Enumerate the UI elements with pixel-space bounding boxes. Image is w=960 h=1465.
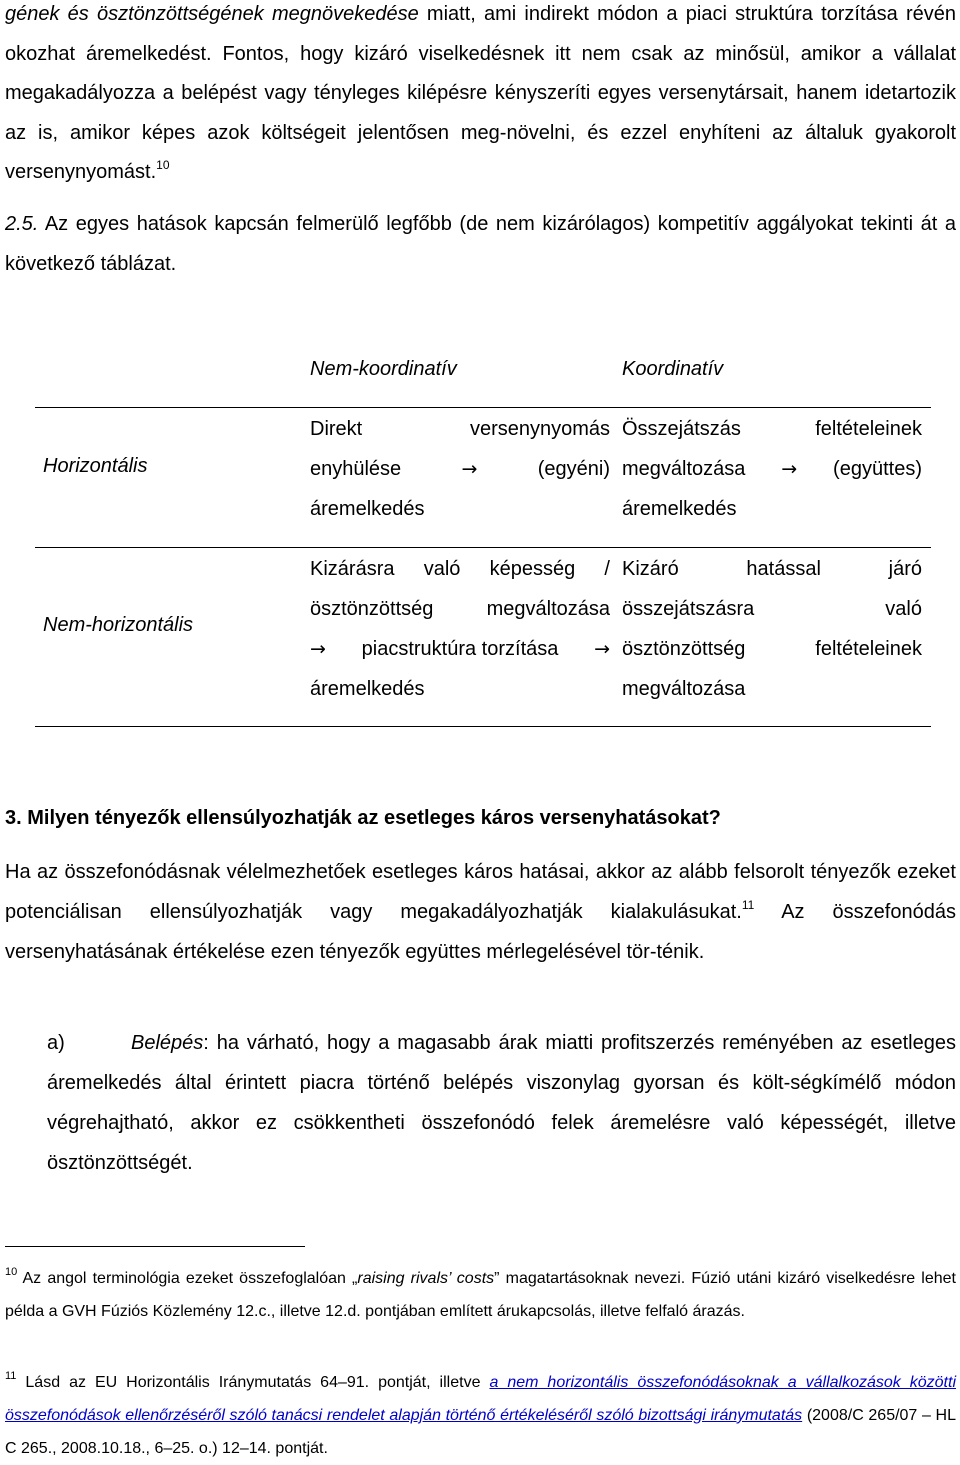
intro-italic: gének és ösztönzöttségének megnövekedése: [5, 3, 419, 25]
arrow-icon: →: [781, 458, 798, 480]
col-header-coordinated: Koordinatív: [622, 358, 724, 380]
cell-word: (egyéni): [537, 458, 610, 480]
arrow-icon: →: [461, 458, 478, 480]
section-3-text: Ha az összefonódásnak vélelmezhetőek esetleges káros hatásai, akkor az alább felsorolt tényezők ezeket potenciálisan ellensúlyozhatják vagy megakadályozhatják kialakulásukat.: [5, 861, 956, 923]
arrow-icon: →: [310, 638, 326, 660]
cell-line: összejátszásra való: [622, 598, 922, 620]
cell-line: [310, 449, 610, 489]
section-3-text2: Az összefonódás versenyhatásának értékelése ezen tényezők együttes mérlegelésével tör-ténik.: [5, 901, 956, 963]
list-item-text: : ha várható, hogy a magasabb árak miatti profitszerzés reményében az esetleges áremelkedés által érintett piacra történő belépés viszonylag gyorsan és költ-ségkímélő módon végrehajtható, akkor ez csökkentheti összefonódó felek áremelésre való képességét, illetve ösztönzöttségét.: [47, 1032, 956, 1174]
cell-line: ösztönzöttség megváltozása: [310, 598, 610, 620]
cell-word: enyhülése: [310, 458, 402, 480]
footnote-number: 10: [5, 1266, 18, 1278]
footnote-10: [5, 1262, 956, 1328]
cell-line: Összejátszás feltételeinek: [622, 418, 922, 440]
guideline-link[interactable]: a nem horizontális összefonódásoknak a vállalkozások közötti összefonódások ellenőrzéséről szóló tanácsi rendelet alapján történő értékeléséről szóló bizottsági iránymutatás: [5, 1374, 956, 1424]
cell-line: áremelkedés: [622, 498, 737, 520]
footnote-text: Lásd az EU Horizontális Iránymutatás 64–91. pontját, illetve: [16, 1374, 490, 1391]
section-3-heading: 3. Milyen tényezők ellensúlyozhatják az esetleges káros versenyhatásokat?: [5, 807, 721, 829]
cell-line: [310, 629, 610, 669]
cell-line: Kizárásra való képesség /: [310, 558, 610, 580]
cell-h-noncoord: [310, 409, 610, 529]
section-number: 2.5.: [5, 213, 39, 235]
cell-nh-coord: [622, 549, 922, 709]
cell-line: áremelkedés: [310, 498, 425, 520]
intro-paragraph: [5, 0, 956, 193]
cell-line: Kizáró hatással járó: [622, 558, 922, 580]
row-label-horizontal: Horizontális: [43, 455, 148, 477]
cell-nh-noncoord: [310, 549, 610, 709]
footnote-ref-10[interactable]: 10: [156, 158, 170, 172]
effects-table: [35, 345, 931, 730]
list-item-label: a): [47, 1032, 65, 1054]
cell-h-coord: [622, 409, 922, 529]
list-item-a: [47, 1023, 956, 1183]
arrow-icon: →: [594, 638, 610, 660]
intro-text: miatt, ami indirekt módon a piaci struktúra torzítása révén okozhat áremelkedést. Fontos, hogy kizáró viselkedésnek itt nem csak az minősül, amikor a vállalat megakadályozza a belépést vagy tényleges kilépésre kényszeríti egyes versenytársait, hanem idetartozik az is, amikor képes azok költségeit jelentősen meg-növelni, és ezzel enyhíteni az általuk gyakorolt versenynyomást.: [5, 3, 956, 183]
row-label-nonhorizontal: Nem-horizontális: [43, 614, 194, 636]
footnote-ref-11[interactable]: 11: [741, 898, 755, 912]
footnote-separator: [5, 1246, 305, 1247]
footnote-italic: raising rivals’ costs: [357, 1270, 495, 1287]
cell-line: megváltozása: [622, 678, 746, 700]
cell-line: áremelkedés: [310, 678, 425, 700]
cell-line: ösztönzöttség feltételeinek: [622, 638, 922, 660]
section-2-5-paragraph: [5, 205, 956, 284]
section-3-paragraph: [5, 852, 956, 972]
cell-word: (együttes): [833, 458, 922, 480]
cell-word: megváltozása: [622, 458, 746, 480]
footnote-text: ” magatartásoknak nevezi. Fúzió utáni kizáró viselkedésre lehet példa a GVH Fúziós Közlemény 12.c., illetve 12.d. pontjában említett árukapcsolás, illetve felfaló árazás.: [5, 1270, 957, 1320]
cell-line: [622, 449, 922, 489]
footnote-number: 11: [5, 1370, 17, 1382]
list-item-term: Belépés: [131, 1032, 204, 1054]
col-header-noncoordinated: Nem-koordinatív: [310, 358, 457, 380]
table-rule: [35, 547, 931, 548]
table-rule: [35, 407, 931, 408]
cell-line: Direkt versenynyomás: [310, 418, 610, 440]
section-2-5-text: Az egyes hatások kapcsán felmerülő legfőbb (de nem kizárólagos) kompetitív aggályokat tekinti át a következő táblázat.: [5, 213, 956, 275]
footnote-text: (2008/C 265/07 – HL C 265., 2008.10.18., 6–25. o.) 12–14. pontját.: [5, 1407, 956, 1457]
cell-word: piacstruktúra torzítása: [361, 638, 559, 660]
footnote-11: [5, 1366, 956, 1465]
footnote-text: Az angol terminológia ezeket összefoglalóan „: [17, 1270, 358, 1287]
table-rule: [35, 726, 931, 727]
